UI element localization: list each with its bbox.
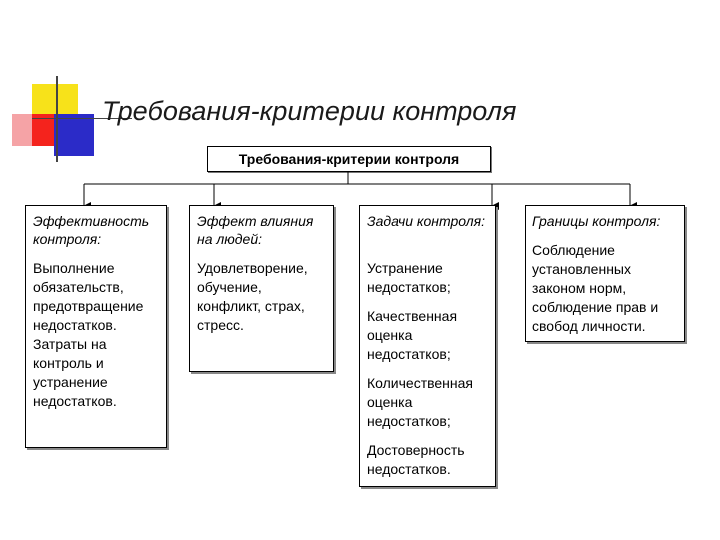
body-paragraph: Удовлетворение, обучение, конфликт, страх, стресс. (197, 260, 308, 333)
column-body-people-effect (197, 259, 329, 349)
body-paragraph: Устранение недостатков; (367, 260, 451, 295)
column-heading-control-tasks: Задачи контроля: (367, 213, 486, 229)
header-box: Требования-критерии контроля (207, 146, 491, 172)
column-heading-effectiveness: Эффективность контроля: (33, 213, 150, 247)
column-body-effectiveness (33, 259, 165, 425)
slide-title: Требования-критерии контроля (102, 96, 517, 126)
column-heading-people-effect: Эффект влияния на людей: (197, 213, 314, 247)
column-heading-control-limits: Границы контроля: (532, 213, 661, 229)
body-paragraph: Выполнение обязательств, предотвращение недостатков. Затраты на контроль и устранение недостатков. (33, 260, 144, 409)
body-paragraph: Качественная оценка недостатков; (367, 308, 458, 362)
body-paragraph: Количественная оценка недостатков; (367, 375, 474, 429)
column-body-control-limits (532, 241, 682, 350)
column-body-control-tasks (367, 259, 491, 493)
body-paragraph: Соблюдение установленных законом норм, соблюдение прав и свобод личности. (532, 242, 659, 334)
body-paragraph: Достоверность недостатков. (367, 442, 465, 477)
